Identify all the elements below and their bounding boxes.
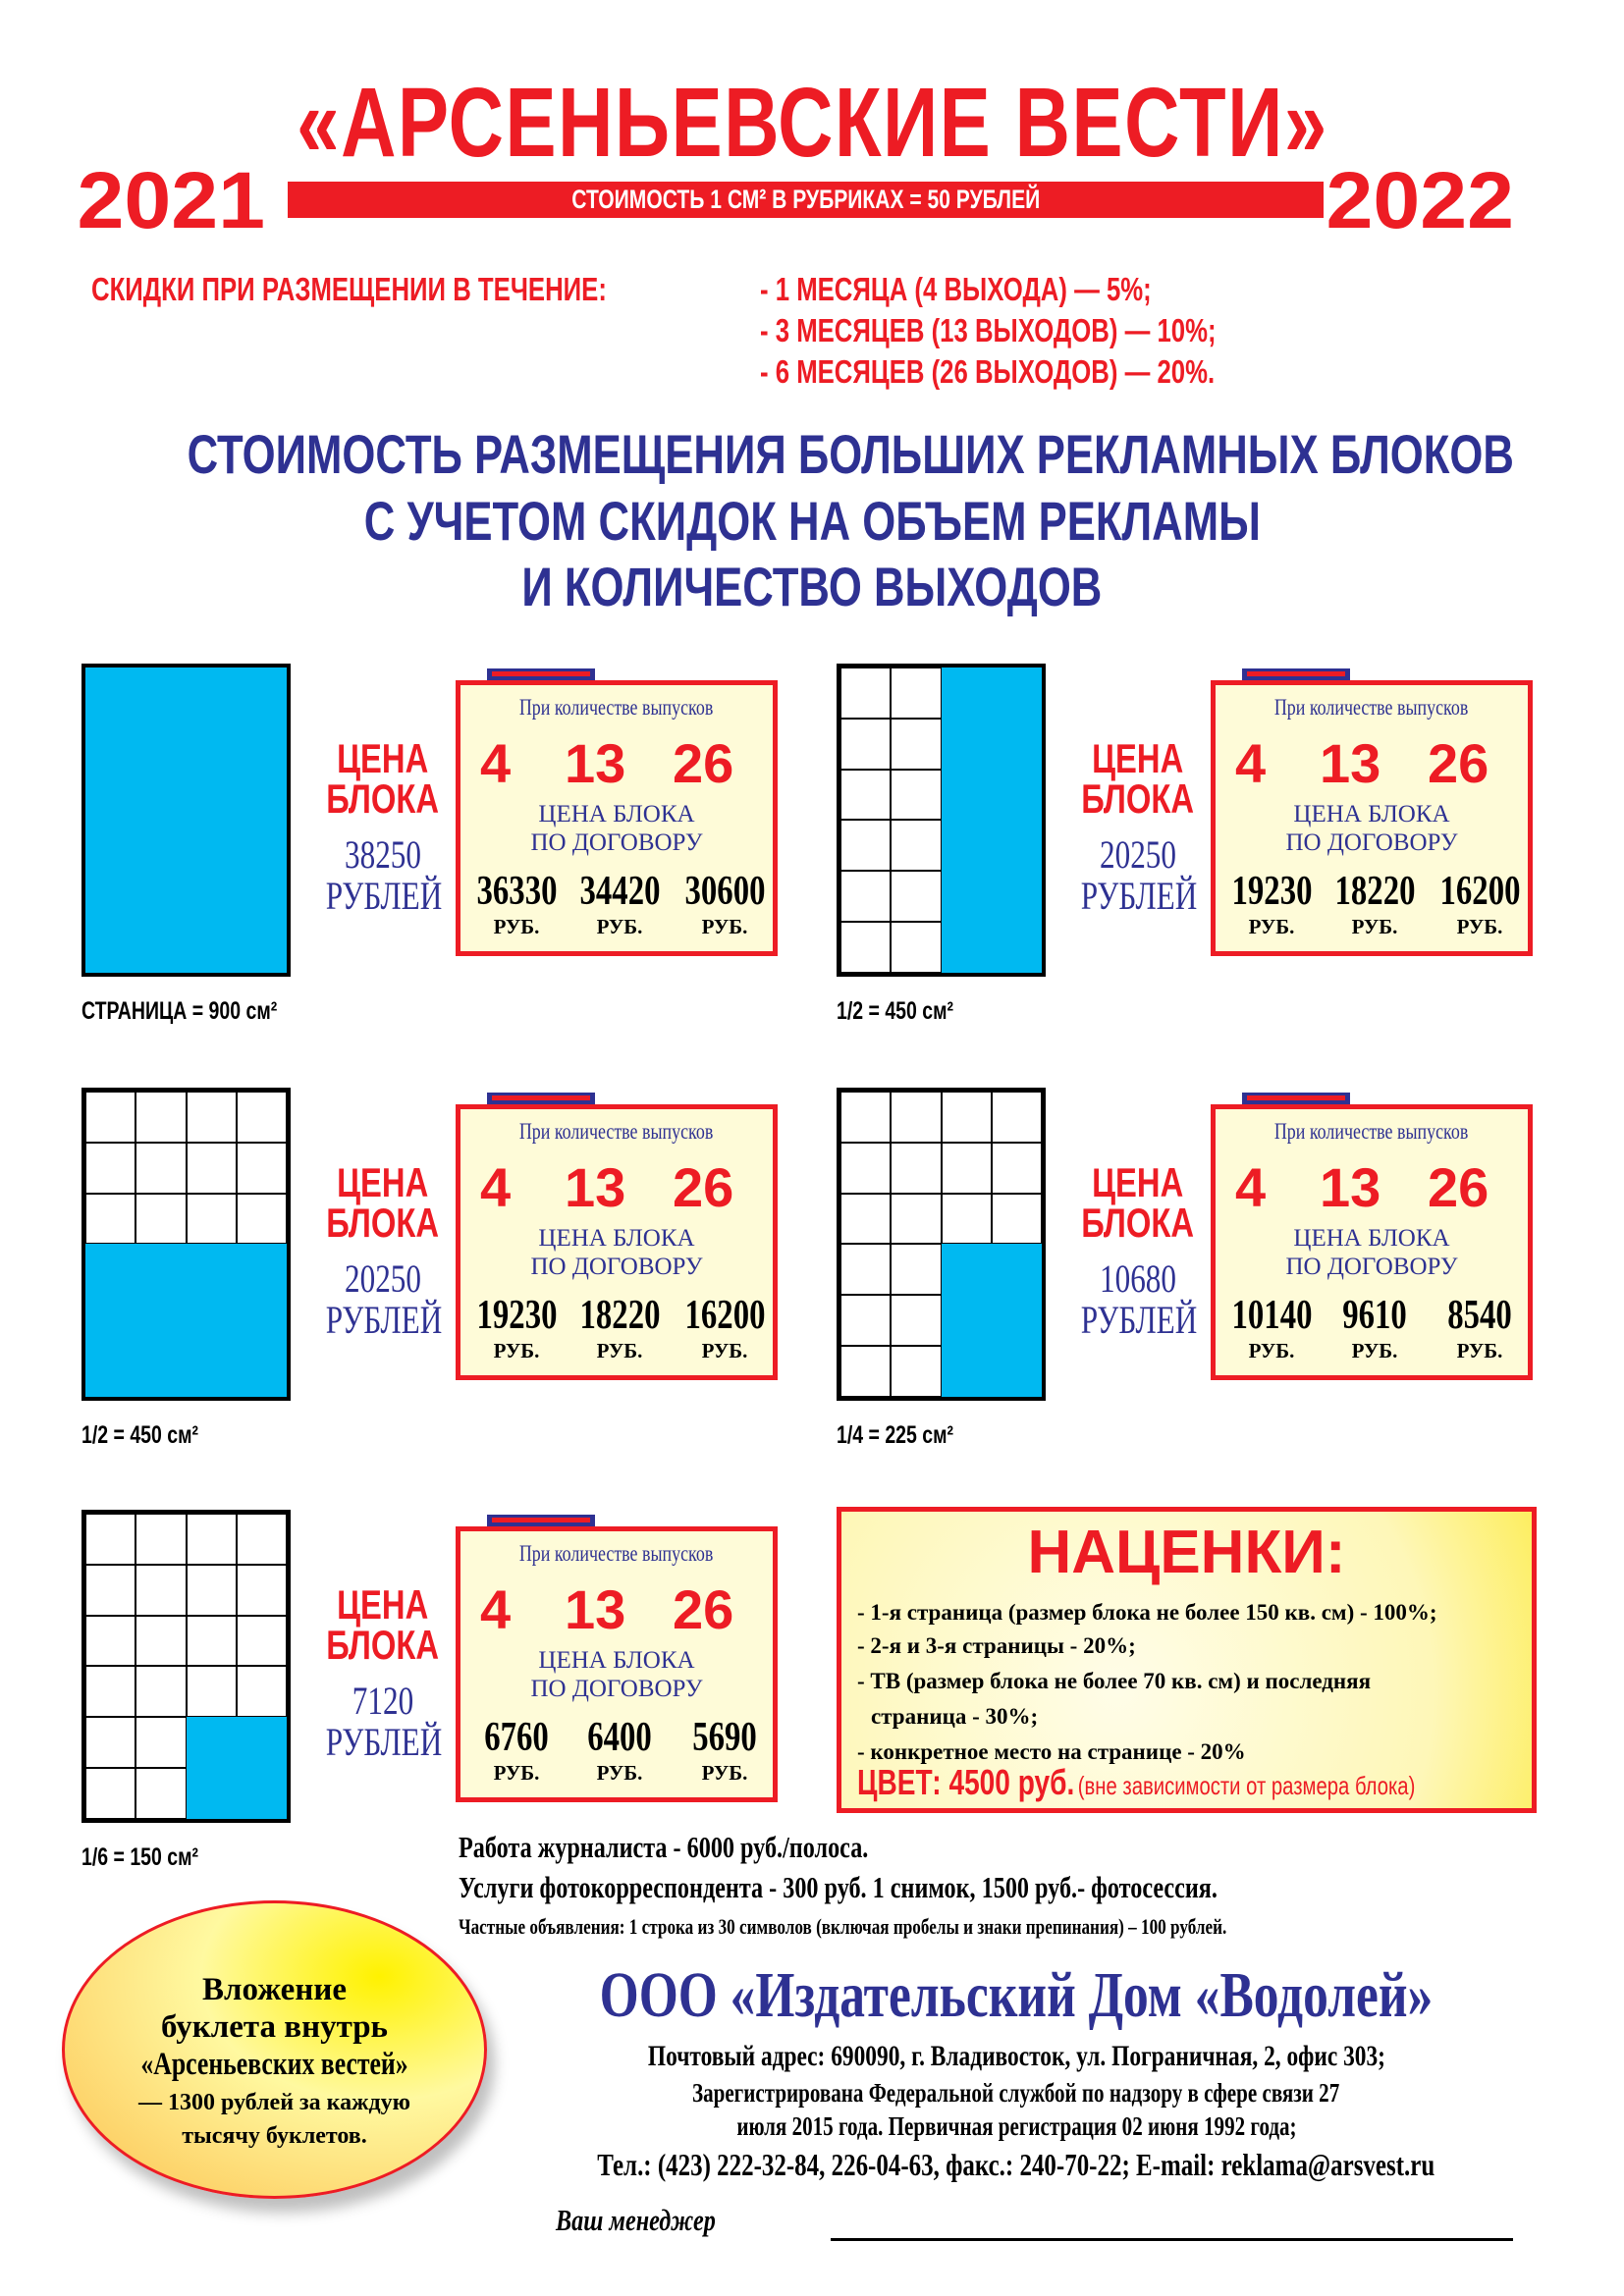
- issues-count: 26: [673, 1578, 734, 1640]
- registration-info: Зарегистрирована Федеральной службой по надзору в сфере связи 27: [692, 2078, 1340, 2108]
- contract-price: 8540: [1447, 1293, 1512, 1338]
- contract-price: 36330: [476, 869, 557, 914]
- registration-info: июля 2015 года. Первичная регистрация 02 июня 1992 года;: [735, 2111, 1297, 2141]
- booklet-line: — 1300 рублей за каждую: [137, 2090, 411, 2115]
- base-price: 7120: [352, 1679, 414, 1723]
- contract-label: ЦЕНА БЛОКА: [538, 1225, 695, 1252]
- currency-label: РУБ.: [493, 915, 540, 938]
- price-block: [837, 1088, 1543, 1461]
- contract-label: ЦЕНА БЛОКА: [538, 801, 695, 828]
- section-heading-line: С УЧЕТОМ СКИДОК НА ОБЪЕМ РЕКЛАМЫ: [363, 490, 1261, 552]
- price-block: [81, 664, 788, 1037]
- manager-signature-line: [831, 2238, 1513, 2241]
- contract-price-box: [1211, 1104, 1533, 1380]
- base-price: 20250: [1100, 832, 1176, 877]
- contract-price: 18220: [1334, 869, 1415, 914]
- issues-count: 26: [1428, 732, 1489, 794]
- block-price-label: БЛОКА: [1081, 1200, 1195, 1246]
- contract-price: 34420: [579, 869, 660, 914]
- contract-price-box: [456, 680, 778, 956]
- private-ads-price: Частные объявления: 1 строка из 30 символов (включая пробелы и знаки препинания) – 100 рублей.: [459, 1914, 1227, 1939]
- price-block: [837, 664, 1543, 1037]
- block-size-label: 1/2 = 450 см²: [81, 1421, 199, 1449]
- block-size-diagram: [837, 1088, 1046, 1401]
- contract-price: 5690: [692, 1715, 757, 1760]
- block-size-label: 1/2 = 450 см²: [837, 997, 954, 1025]
- base-price-unit: РУБЛЕЙ: [1080, 1298, 1198, 1342]
- contract-label: ПО ДОГОВОРУ: [530, 1254, 703, 1280]
- discount-item: - 1 МЕСЯЦА (4 ВЫХОДА) — 5%;: [760, 271, 1152, 307]
- color-surcharge: [857, 1762, 1573, 1803]
- markups-title: НАЦЕНКИ:: [1027, 1519, 1346, 1586]
- markup-item: - конкретное место на странице - 20%: [857, 1739, 1246, 1764]
- contract-label: ЦЕНА БЛОКА: [538, 1647, 695, 1674]
- markup-item: страница - 30%;: [871, 1704, 1039, 1729]
- newspaper-title: «АРСЕНЬЕВСКИЕ ВЕСТИ»: [296, 68, 1328, 178]
- section-heading-line: СТОИМОСТЬ РАЗМЕЩЕНИЯ БОЛЬШИХ РЕКЛАМНЫХ БЛОКОВ: [187, 423, 1514, 485]
- section-heading-line: И КОЛИЧЕСТВО ВЫХОДОВ: [521, 556, 1103, 617]
- currency-label: РУБ.: [1351, 1339, 1398, 1362]
- booklet-insert-badge: [62, 1900, 487, 2199]
- base-price: 10680: [1100, 1256, 1176, 1301]
- issues-count: 4: [480, 732, 512, 794]
- booklet-line: «Арсеньевских вестей»: [140, 2047, 408, 2082]
- contract-price: 10140: [1231, 1293, 1312, 1338]
- contract-price: 16200: [684, 1293, 765, 1338]
- price-block: [81, 1510, 788, 1883]
- discount-item: - 6 МЕСЯЦЕВ (26 ВЫХОДОВ) — 20%.: [760, 353, 1216, 390]
- photographer-service: Услуги фотокорреспондента - 300 руб. 1 снимок, 1500 руб.- фотосессия.: [459, 1870, 1218, 1904]
- block-price-label: БЛОКА: [326, 1200, 440, 1246]
- booklet-line: буклета внутрь: [160, 2009, 389, 2045]
- manager-label: Ваш менеджер: [556, 2203, 716, 2237]
- contract-price: 6760: [484, 1715, 549, 1760]
- contract-label: ПО ДОГОВОРУ: [530, 1676, 703, 1702]
- currency-label: РУБ.: [1351, 915, 1398, 938]
- block-size-label: 1/4 = 225 см²: [837, 1421, 954, 1449]
- base-price: 20250: [345, 1256, 421, 1301]
- currency-label: РУБ.: [493, 1339, 540, 1362]
- currency-label: РУБ.: [1456, 1339, 1503, 1362]
- issues-count: 26: [673, 1156, 734, 1218]
- block-price-label: ЦЕНА: [1092, 1159, 1184, 1205]
- currency-label: РУБ.: [596, 1761, 643, 1785]
- contract-price: 30600: [684, 869, 765, 914]
- block-size-diagram: [837, 664, 1046, 977]
- block-size-diagram: [81, 1510, 291, 1823]
- block-size-label: 1/6 = 150 см²: [81, 1843, 199, 1871]
- issues-count: 26: [1428, 1156, 1489, 1218]
- base-price-unit: РУБЛЕЙ: [1080, 874, 1198, 918]
- issues-label: При количестве выпусков: [519, 1541, 714, 1566]
- contract-label: ЦЕНА БЛОКА: [1293, 801, 1450, 828]
- markup-item: - ТВ (размер блока не более 70 кв. см) и последняя: [857, 1669, 1372, 1693]
- currency-label: РУБ.: [1456, 915, 1503, 938]
- contract-price-box: [456, 1526, 778, 1802]
- postal-address: Почтовый адрес: 690090, г. Владивосток, ул. Пограничная, 2, офис 303;: [647, 2040, 1385, 2072]
- markups-panel: [837, 1507, 1537, 1813]
- contract-price: 19230: [476, 1293, 557, 1338]
- currency-label: РУБ.: [596, 1339, 643, 1362]
- block-price-label: БЛОКА: [326, 775, 440, 822]
- currency-label: РУБ.: [701, 1761, 748, 1785]
- base-price-unit: РУБЛЕЙ: [325, 1298, 443, 1342]
- rubric-price-bar: СТОИМОСТЬ 1 СМ² В РУБРИКАХ = 50 РУБЛЕЙ: [288, 182, 1324, 218]
- markup-item: - 1-я страница (размер блока не более 150 кв. см) - 100%;: [857, 1600, 1437, 1625]
- contract-label: ПО ДОГОВОРУ: [1285, 1254, 1458, 1280]
- color-note: (вне зависимости от размера блока): [1077, 1771, 1416, 1800]
- issues-label: При количестве выпусков: [519, 1119, 714, 1144]
- issues-label: При количестве выпусков: [1274, 695, 1469, 720]
- issues-label: При количестве выпусков: [1274, 1119, 1469, 1144]
- journalist-service: Работа журналиста - 6000 руб./полоса.: [459, 1830, 869, 1864]
- base-price-unit: РУБЛЕЙ: [325, 1720, 443, 1764]
- year-start: 2021: [77, 156, 265, 245]
- issues-count: 4: [1235, 732, 1267, 794]
- issues-count: 13: [565, 1156, 626, 1218]
- issues-count: 26: [673, 732, 734, 794]
- contract-price-box: [1211, 680, 1533, 956]
- contract-label: ПО ДОГОВОРУ: [530, 829, 703, 856]
- issues-count: 13: [1320, 1156, 1381, 1218]
- contract-label: ЦЕНА БЛОКА: [1293, 1225, 1450, 1252]
- booklet-line: тысячу буклетов.: [182, 2123, 367, 2149]
- currency-label: РУБ.: [493, 1761, 540, 1785]
- contacts: Тел.: (423) 222-32-84, 226-04-63, факс.: 240-70-22; E-mail: reklama@arsvest.ru: [597, 2147, 1435, 2182]
- base-price: 38250: [345, 832, 421, 877]
- contract-label: ПО ДОГОВОРУ: [1285, 829, 1458, 856]
- company-name: ООО «Издательский Дом «Водолей»: [599, 1959, 1434, 2031]
- currency-label: РУБ.: [701, 1339, 748, 1362]
- contract-price: 18220: [579, 1293, 660, 1338]
- block-price-label: ЦЕНА: [1092, 735, 1184, 781]
- block-size-diagram: [81, 1088, 291, 1401]
- currency-label: РУБ.: [1248, 1339, 1295, 1362]
- issues-count: 4: [480, 1156, 512, 1218]
- block-price-label: ЦЕНА: [337, 1581, 429, 1628]
- block-price-label: БЛОКА: [326, 1622, 440, 1668]
- contract-price: 19230: [1231, 869, 1312, 914]
- contract-price: 9610: [1342, 1293, 1407, 1338]
- contract-price: 16200: [1439, 869, 1520, 914]
- year-end: 2022: [1326, 156, 1514, 245]
- currency-label: РУБ.: [596, 915, 643, 938]
- base-price-unit: РУБЛЕЙ: [325, 874, 443, 918]
- block-price-label: БЛОКА: [1081, 775, 1195, 822]
- discount-item: - 3 МЕСЯЦЕВ (13 ВЫХОДОВ) — 10%;: [760, 312, 1217, 348]
- price-block: [81, 1088, 788, 1461]
- contract-price: 6400: [587, 1715, 652, 1760]
- block-price-label: ЦЕНА: [337, 1159, 429, 1205]
- currency-label: РУБ.: [1248, 915, 1295, 938]
- block-size-diagram: [81, 664, 291, 977]
- issues-count: 4: [1235, 1156, 1267, 1218]
- color-price: ЦВЕТ: 4500 руб.: [857, 1762, 1075, 1802]
- block-size-label: СТРАНИЦА = 900 см²: [81, 997, 278, 1025]
- currency-label: РУБ.: [701, 915, 748, 938]
- booklet-line: Вложение: [201, 1972, 348, 2007]
- discounts-label: СКИДКИ ПРИ РАЗМЕЩЕНИИ В ТЕЧЕНИЕ:: [91, 271, 607, 307]
- issues-label: При количестве выпусков: [519, 695, 714, 720]
- contract-price-box: [456, 1104, 778, 1380]
- issues-count: 13: [1320, 732, 1381, 794]
- markup-item: - 2-я и 3-я страницы - 20%;: [857, 1633, 1136, 1658]
- issues-count: 13: [565, 1578, 626, 1640]
- issues-count: 4: [480, 1578, 512, 1640]
- issues-count: 13: [565, 732, 626, 794]
- block-price-label: ЦЕНА: [337, 735, 429, 781]
